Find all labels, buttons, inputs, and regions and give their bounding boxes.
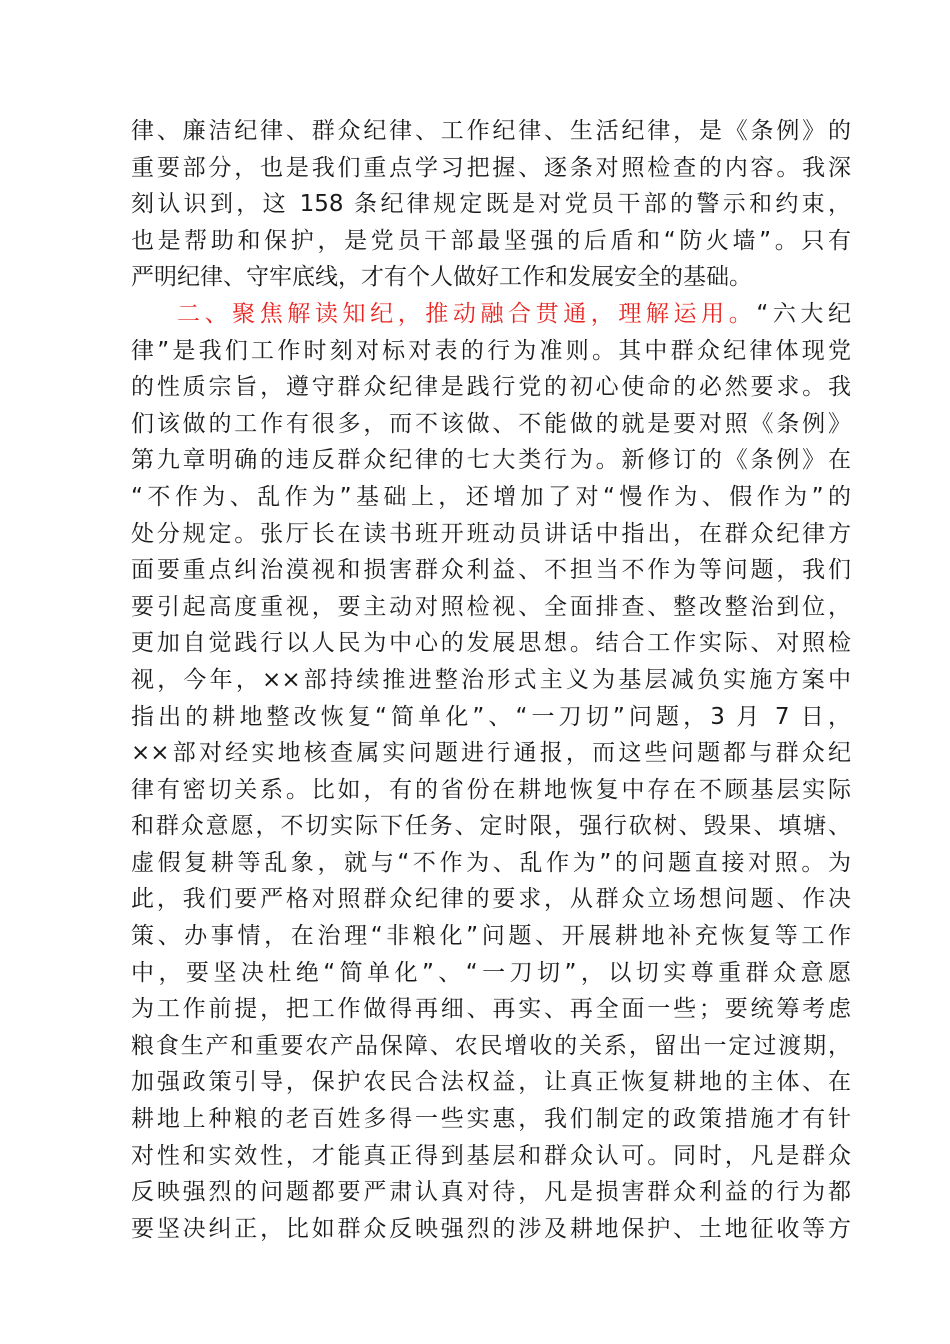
text-line: 律”是我们工作时刻对标对表的行为准则。其中群众纪律体现党	[131, 337, 851, 364]
text-line: 耕地上种粮的老百姓多得一些实惠，我们制定的政策措施才有针	[131, 1106, 851, 1133]
text-line: 反映强烈的问题都要严肃认真对待，凡是损害群众利益的行为都	[131, 1179, 851, 1206]
text-line: 要引起高度重视，要主动对照检视、全面排查、整改整治到位，	[131, 593, 851, 620]
text-line: 重要部分，也是我们重点学习把握、逐条对照检查的内容。我深	[131, 154, 851, 181]
text-line: 严明纪律、守牢底线，才有个人做好工作和发展安全的基础。	[131, 264, 752, 291]
text-line: 中，要坚决杜绝“简单化”、“一刀切”，以切实尊重群众意愿	[131, 959, 851, 986]
text-line: 律、廉洁纪律、群众纪律、工作纪律、生活纪律，是《条例》的	[131, 118, 851, 144]
document-body	[131, 113, 851, 1247]
text-line: 此，我们要严格对照群众纪律的要求，从群众立场想问题、作决	[131, 886, 851, 913]
heading-line-rest: “六大纪	[756, 300, 852, 327]
text-line: 对性和实效性，才能真正得到基层和群众认可。同时，凡是群众	[131, 1142, 851, 1169]
text-line: “不作为、乱作为”基础上，还增加了对“慢作为、假作为”的	[131, 483, 851, 510]
text-line: 第九章明确的违反群众纪律的七大类行为。新修订的《条例》在	[131, 447, 851, 474]
text-line: ××部对经实地核查属实问题进行通报，而这些问题都与群众纪	[131, 740, 851, 767]
text-line: 视，今年，××部持续推进整治形式主义为基层减负实施方案中	[131, 666, 851, 693]
text-line: 指出的耕地整改恢复“简单化”、“一刀切”问题，3 月 7 日，	[131, 703, 851, 730]
text-line: 策、办事情，在治理“非粮化”问题、开展耕地补充恢复等工作	[131, 923, 851, 950]
text-line: 和群众意愿，不切实际下任务、定时限，强行砍树、毁果、填塘、	[131, 813, 851, 840]
section-heading: 二、聚焦解读知纪，推动融合贯通，理解运用。	[177, 300, 757, 327]
text-line: 粮食生产和重要农产品保障、农民增收的关系，留出一定过渡期，	[131, 1032, 851, 1059]
paragraph-2	[131, 296, 851, 1247]
paragraph-1	[131, 113, 851, 296]
text-line: 律有密切关系。比如，有的省份在耕地恢复中存在不顾基层实际	[131, 776, 851, 803]
text-line: 面要重点纠治漠视和损害群众利益、不担当不作为等问题，我们	[131, 557, 851, 584]
text-line: 加强政策引导，保护农民合法权益，让真正恢复耕地的主体、在	[131, 1069, 851, 1096]
text-line: 为工作前提，把工作做得再细、再实、再全面一些；要统筹考虑	[131, 996, 851, 1023]
text-line: 的性质宗旨，遵守群众纪律是践行党的初心使命的必然要求。我	[131, 374, 851, 401]
text-line: 虚假复耕等乱象，就与“不作为、乱作为”的问题直接对照。为	[131, 849, 851, 876]
text-line: 要坚决纠正，比如群众反映强烈的涉及耕地保护、土地征收等方	[131, 1215, 851, 1242]
text-line: 也是帮助和保护，是党员干部最坚强的后盾和“防火墙”。只有	[131, 227, 851, 254]
text-line: 刻认识到，这 158 条纪律规定既是对党员干部的警示和约束，	[131, 191, 851, 218]
text-line: 更加自觉践行以人民为中心的发展思想。结合工作实际、对照检	[131, 630, 851, 657]
text-line: 处分规定。张厅长在读书班开班动员讲话中指出，在群众纪律方	[131, 520, 851, 547]
text-line: 们该做的工作有很多，而不该做、不能做的就是要对照《条例》	[131, 410, 851, 437]
heading-line	[131, 296, 851, 333]
